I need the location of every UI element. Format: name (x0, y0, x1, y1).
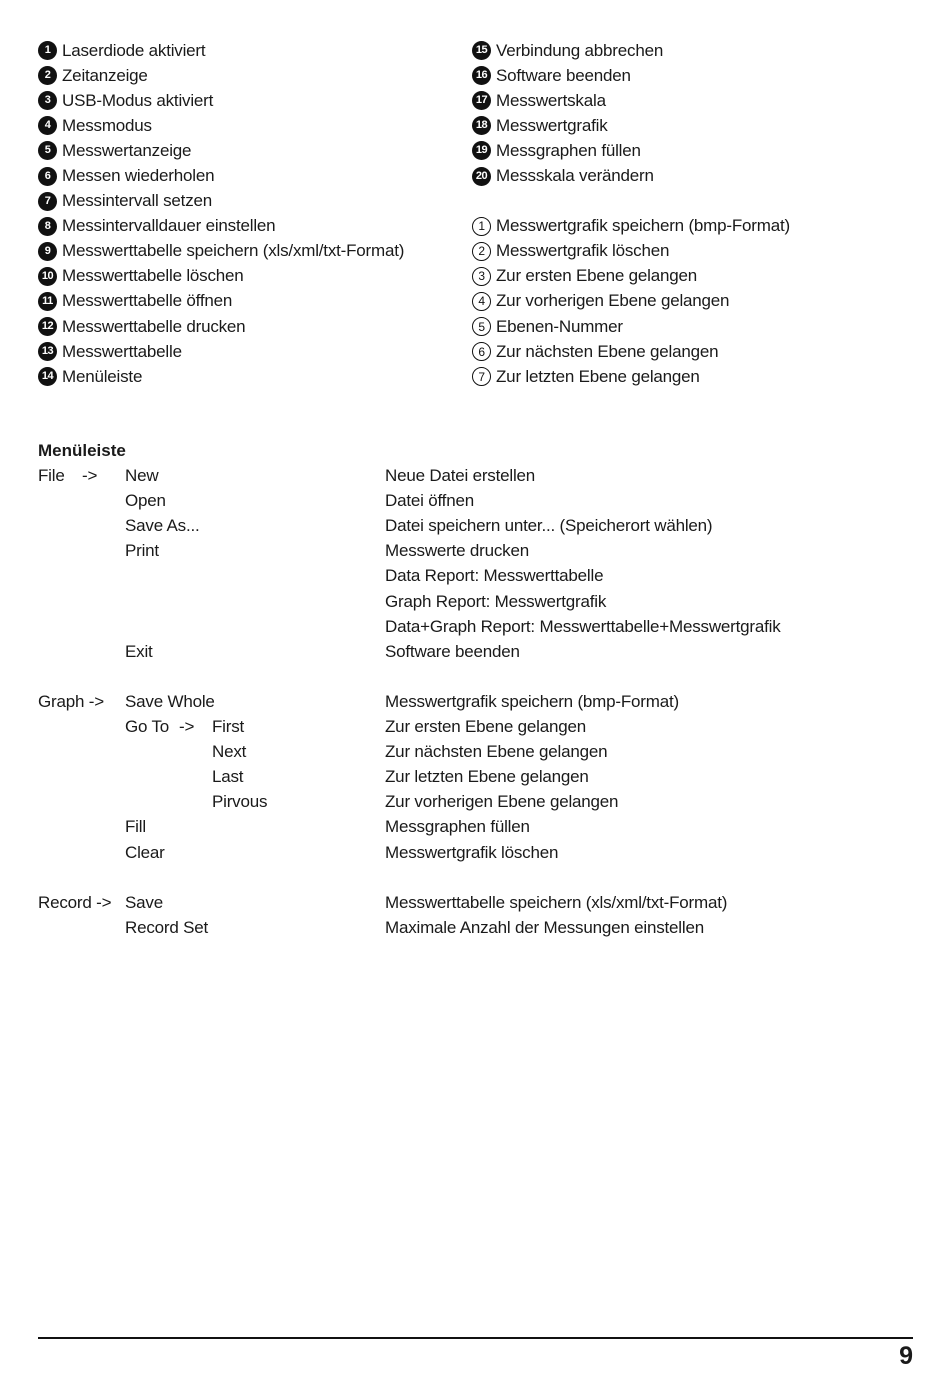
legend-label: Messwertanzeige (62, 140, 192, 160)
legend-label: Messwertskala (496, 90, 606, 110)
menu-description: Zur nächsten Ebene gelangen (385, 742, 608, 762)
legend-item (38, 239, 404, 264)
page-number: 9 (899, 1342, 913, 1370)
menu-description: Messwerte drucken (385, 541, 529, 561)
menu-row (38, 589, 918, 614)
legend-item (38, 38, 404, 63)
menu-row (38, 915, 918, 940)
legend-label: Ebenen-Nummer (496, 316, 623, 336)
legend-label: Software beenden (496, 65, 631, 85)
submenu-name: New (125, 466, 159, 486)
menu-table (38, 463, 918, 940)
menu-description: Datei öffnen (385, 491, 474, 511)
legend-item (472, 364, 790, 389)
filled-number-badge: 4 (38, 116, 57, 135)
legend-item (472, 214, 790, 239)
legend-item (472, 314, 790, 339)
menu-description: Messwerttabelle speichern (xls/xml/txt-Format) (385, 892, 728, 912)
submenu-name: Go To (125, 717, 170, 737)
menu-name: File (38, 466, 65, 486)
filled-number-badge: 1 (38, 41, 57, 60)
submenu-name: Save As... (125, 516, 200, 536)
filled-number-badge: 2 (38, 66, 57, 85)
menu-row (38, 614, 918, 639)
submenu-name: Clear (125, 842, 165, 862)
legend-label: Messintervalldauer einstellen (62, 216, 276, 236)
menu-arrow: -> (82, 466, 98, 486)
legend-item (472, 88, 790, 113)
filled-number-badge: 6 (38, 167, 57, 186)
outline-number-badge: 6 (472, 342, 491, 361)
legend-right-column (472, 38, 790, 389)
filled-number-badge: 7 (38, 192, 57, 211)
menu-row (38, 488, 918, 513)
legend-label: Messintervall setzen (62, 191, 213, 211)
legend-label: Messskala verändern (496, 166, 654, 186)
legend-item (472, 113, 790, 138)
filled-number-badge: 20 (472, 167, 491, 186)
filled-number-badge: 10 (38, 267, 57, 286)
legend-label: Messwertgrafik speichern (bmp-Format) (496, 216, 790, 236)
menu-row (38, 890, 918, 915)
outline-number-badge: 2 (472, 242, 491, 261)
menu-description: Messgraphen füllen (385, 817, 530, 837)
outline-number-badge: 5 (472, 317, 491, 336)
legend-label: USB-Modus aktiviert (62, 90, 214, 110)
legend-label: Messwerttabelle drucken (62, 316, 246, 336)
legend-label: Menüleiste (62, 366, 143, 386)
legend-item (38, 314, 404, 339)
menu-description: Software beenden (385, 641, 520, 661)
menu-group-spacer (38, 865, 918, 890)
legend-label: Messwerttabelle löschen (62, 266, 244, 286)
legend-item (38, 113, 404, 138)
legend-label: Messgraphen füllen (496, 140, 641, 160)
legend-item (472, 138, 790, 163)
subsubmenu-name: First (212, 717, 245, 737)
menu-row (38, 714, 918, 739)
legend-label: Messwerttabelle (62, 341, 182, 361)
legend-label: Messwerttabelle öffnen (62, 291, 233, 311)
menu-row (38, 789, 918, 814)
menu-description: Neue Datei erstellen (385, 466, 536, 486)
legend-label: Zur ersten Ebene gelangen (496, 266, 698, 286)
menu-row (38, 739, 918, 764)
legend-label: Messmodus (62, 115, 152, 135)
footer-divider (38, 1337, 913, 1339)
filled-number-badge: 18 (472, 116, 491, 135)
submenu-name: Save Whole (125, 691, 215, 711)
menu-heading: Menüleiste (38, 441, 126, 460)
filled-number-badge: 13 (38, 342, 57, 361)
filled-number-badge: 17 (472, 91, 491, 110)
submenu-name: Fill (125, 817, 146, 837)
legend-label: Messwertgrafik löschen (496, 241, 670, 261)
legend-item (472, 163, 790, 188)
menu-row (38, 563, 918, 588)
submenu-name: Open (125, 491, 166, 511)
legend-item (38, 264, 404, 289)
subsubmenu-name: Last (212, 767, 244, 787)
menu-description: Data Report: Messwerttabelle (385, 566, 604, 586)
menu-row (38, 639, 918, 664)
legend-item (38, 289, 404, 314)
legend-item (38, 88, 404, 113)
legend-item (38, 364, 404, 389)
legend-item (472, 289, 790, 314)
menu-name: Graph -> (38, 691, 104, 711)
outline-number-badge: 4 (472, 292, 491, 311)
legend-label: Messen wiederholen (62, 166, 215, 186)
menu-description: Maximale Anzahl der Messungen einstellen (385, 917, 704, 937)
legend-label: Laserdiode aktiviert (62, 40, 206, 60)
filled-number-badge: 3 (38, 91, 57, 110)
filled-number-badge: 19 (472, 141, 491, 160)
legend-item (472, 239, 790, 264)
legend-item (38, 214, 404, 239)
menu-row (38, 538, 918, 563)
menu-description: Data+Graph Report: Messwerttabelle+Messwertgrafik (385, 616, 781, 636)
menu-name: Record -> (38, 892, 112, 912)
legend-gap (472, 189, 790, 214)
filled-number-badge: 15 (472, 41, 491, 60)
legend-item (472, 63, 790, 88)
legend-item (472, 264, 790, 289)
filled-number-badge: 16 (472, 66, 491, 85)
subsubmenu-name: Next (212, 742, 247, 762)
outline-number-badge: 7 (472, 367, 491, 386)
submenu-name: Print (125, 541, 159, 561)
menu-row (38, 814, 918, 839)
menu-row (38, 463, 918, 488)
menu-description: Zur ersten Ebene gelangen (385, 717, 587, 737)
legend-label: Zeitanzeige (62, 65, 148, 85)
menu-description: Messwertgrafik speichern (bmp-Format) (385, 691, 679, 711)
filled-number-badge: 5 (38, 141, 57, 160)
menu-description: Datei speichern unter... (Speicherort wählen) (385, 516, 713, 536)
filled-number-badge: 14 (38, 367, 57, 386)
filled-number-badge: 8 (38, 217, 57, 236)
legend-item (38, 63, 404, 88)
menu-description: Zur letzten Ebene gelangen (385, 767, 589, 787)
legend-label: Zur letzten Ebene gelangen (496, 366, 700, 386)
legend-label: Messwerttabelle speichern (xls/xml/txt-Format) (62, 241, 405, 261)
submenu-name: Exit (125, 641, 153, 661)
subsubmenu-name: Pirvous (212, 792, 268, 812)
outline-number-badge: 3 (472, 267, 491, 286)
legend-item (472, 38, 790, 63)
filled-number-badge: 11 (38, 292, 57, 311)
legend-item (38, 138, 404, 163)
submenu-name: Record Set (125, 917, 209, 937)
menu-row (38, 764, 918, 789)
submenu-name: Save (125, 892, 163, 912)
filled-number-badge: 9 (38, 242, 57, 261)
legend-item (38, 339, 404, 364)
legend-label: Verbindung abbrechen (496, 40, 664, 60)
menu-row (38, 840, 918, 865)
menu-group-spacer (38, 664, 918, 689)
legend-label: Zur nächsten Ebene gelangen (496, 341, 719, 361)
menu-description: Graph Report: Messwertgrafik (385, 591, 607, 611)
legend-label: Zur vorherigen Ebene gelangen (496, 291, 730, 311)
legend-item (38, 189, 404, 214)
filled-number-badge: 12 (38, 317, 57, 336)
menu-description: Messwertgrafik löschen (385, 842, 559, 862)
outline-number-badge: 1 (472, 217, 491, 236)
legend-item (472, 339, 790, 364)
menu-row (38, 513, 918, 538)
legend-left-column (38, 38, 404, 389)
menu-bar-section (38, 438, 918, 940)
menu-description: Zur vorherigen Ebene gelangen (385, 792, 619, 812)
menu-row (38, 689, 918, 714)
legend-item (38, 163, 404, 188)
submenu-arrow: -> (179, 717, 195, 737)
legend-label: Messwertgrafik (496, 115, 608, 135)
